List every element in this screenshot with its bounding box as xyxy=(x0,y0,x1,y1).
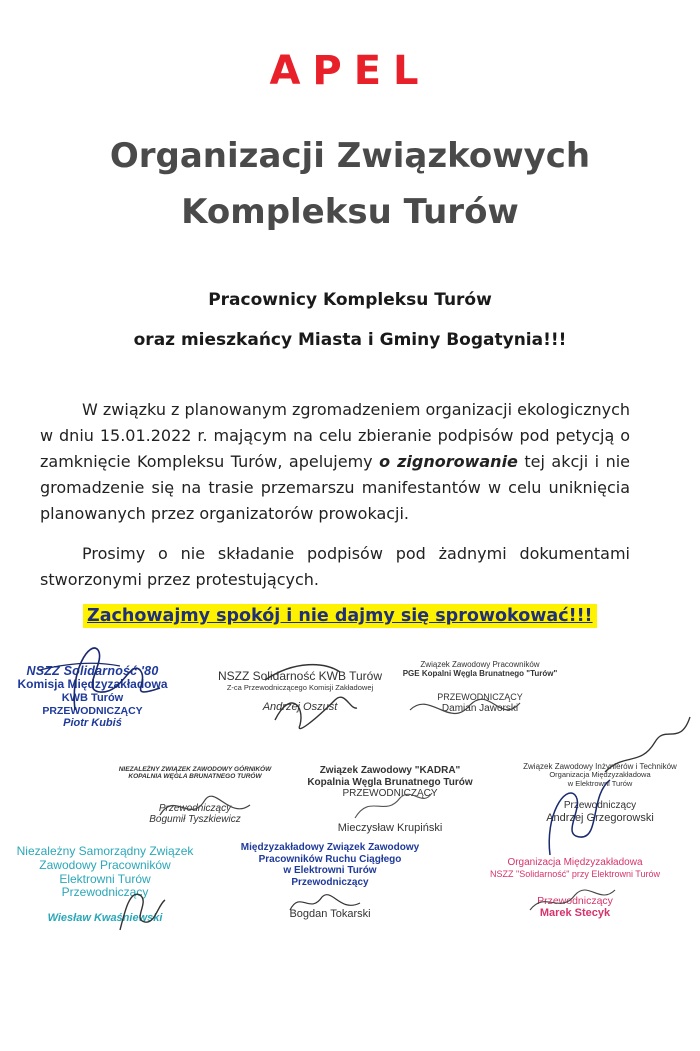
signature-9-line-1: Organizacja Międzyzakładowa xyxy=(507,857,643,868)
signature-block-9 xyxy=(465,857,685,920)
callout-highlight: Zachowajmy spokój i nie dajmy się sprowokować!!! xyxy=(83,604,597,628)
signature-3-line-2: PGE Kopalni Węgla Brunatnego "Turów" xyxy=(402,669,558,679)
signature-6-line-5: Andrzej Grzegorowski xyxy=(546,811,654,824)
signature-5-line-4: Mieczysław Krupiński xyxy=(337,821,443,834)
signature-2-line-2: Z-ca Przewodniczącego Komisji Zakładowej xyxy=(226,682,374,692)
heading-line-1: Organizacji Związkowych xyxy=(109,136,591,176)
signature-1-line-4: PRZEWODNICZĄCY xyxy=(42,704,143,717)
paragraph-1-emphasis: o zignorowanie xyxy=(379,452,518,471)
signature-1-line-2: Komisja Międzyzakładowa xyxy=(17,677,168,692)
signature-9-line-3: Przewodniczący xyxy=(537,894,613,907)
signature-7-line-3: Elektrowni Turów xyxy=(59,871,151,886)
signature-3-line-4: Damian Jaworski xyxy=(441,702,519,714)
signature-7-line-4: Przewodniczący xyxy=(61,885,149,900)
signature-2-line-1: NSZZ Solidarność KWB Turów xyxy=(217,669,383,683)
signature-1-line-1: NSZZ Solidarność '80 xyxy=(26,664,159,678)
signature-8-line-4: Przewodniczący xyxy=(291,876,369,888)
signature-block-5 xyxy=(305,765,475,834)
signature-6-line-4: Przewodniczący xyxy=(563,800,637,812)
heading-line-2: Kompleksu Turów xyxy=(181,192,519,232)
signature-block-6 xyxy=(510,762,690,825)
signature-9-line-4: Marek Stecyk xyxy=(539,906,611,919)
signature-1-line-5: Piotr Kubiś xyxy=(63,716,122,729)
paragraph-2: Prosimy o nie składanie podpisów pod żadnymi dokumentami stworzonymi przez protestujących. xyxy=(40,544,630,589)
paragraph-1 xyxy=(40,397,630,527)
signature-5-line-2: Kopalnia Węgla Brunatnego Turów xyxy=(307,776,473,788)
signature-2-line-3: Andrzej Oszust xyxy=(262,701,338,714)
signature-7-line-5: Wiesław Kwaśniewski xyxy=(47,912,163,925)
signature-5-line-1: Związek Zawodowy "KADRA" xyxy=(319,765,461,776)
signature-9-line-2: NSZZ "Solidarność" przy Elektrowni Turów xyxy=(490,868,660,879)
signature-5-line-3: PRZEWODNICZĄCY xyxy=(342,788,438,799)
signature-block-1 xyxy=(0,664,185,730)
document-title: APEL xyxy=(269,48,431,94)
signature-8-line-2: Pracowników Ruchu Ciągłego xyxy=(258,853,402,865)
signature-block-3 xyxy=(395,660,565,714)
signature-3-line-3: PRZEWODNICZĄCY xyxy=(437,692,523,703)
signature-block-2 xyxy=(215,670,385,714)
signature-7-line-2: Zawodowy Pracowników xyxy=(39,857,171,872)
signature-6-line-3: w Elektrowni Turów xyxy=(567,778,633,788)
signature-block-8 xyxy=(230,842,430,921)
signature-block-7 xyxy=(5,845,205,925)
signature-4-line-3: Przewodniczący xyxy=(158,802,232,814)
signature-4-line-1: NIEZALEŻNY ZWIĄZEK ZAWODOWY GÓRNIKÓW xyxy=(118,766,272,773)
signature-1-line-3: KWB Turów xyxy=(61,692,124,705)
address-line-2: oraz mieszkańcy Miasta i Gminy Bogatynia!!! xyxy=(133,330,567,350)
address-line-1: Pracownicy Kompleksu Turów xyxy=(208,290,492,310)
signature-3-line-1: Związek Zawodowy Pracowników xyxy=(420,660,540,669)
signature-6-line-2: Organizacja Międzyzakładowa xyxy=(549,770,651,780)
signature-8-line-5: Bogdan Tokarski xyxy=(289,908,371,920)
signature-7-line-1: Niezależny Samorządny Związek xyxy=(16,844,194,858)
signature-8-line-3: w Elektrowni Turów xyxy=(283,865,377,876)
signature-block-4 xyxy=(110,766,280,826)
signature-6-line-1: Związek Zawodowy Inżynierów i Techników xyxy=(523,762,677,771)
signature-8-line-1: Międzyzakładowy Związek Zawodowy xyxy=(240,842,420,853)
paragraph-1-start: W związku z planowanym zgromadzeniem organizacji ekologicznych w dniu 15.01.2022 r. mającym na celu zbieranie podpisów pod petycją o zamknięcie Kompleksu Turów, apelujemy xyxy=(40,400,631,471)
signature-4-line-4: Bogumił Tyszkiewicz xyxy=(149,814,241,826)
signature-4-line-2: KOPALNIA WĘGLA BRUNATNEGO TURÓW xyxy=(128,773,262,781)
paragraph-1-end: tej akcji i nie gromadzenie się na trasie przemarszu manifestantów w celu uniknięcia planowanych przez organizatorów prowokacji. xyxy=(40,452,631,523)
